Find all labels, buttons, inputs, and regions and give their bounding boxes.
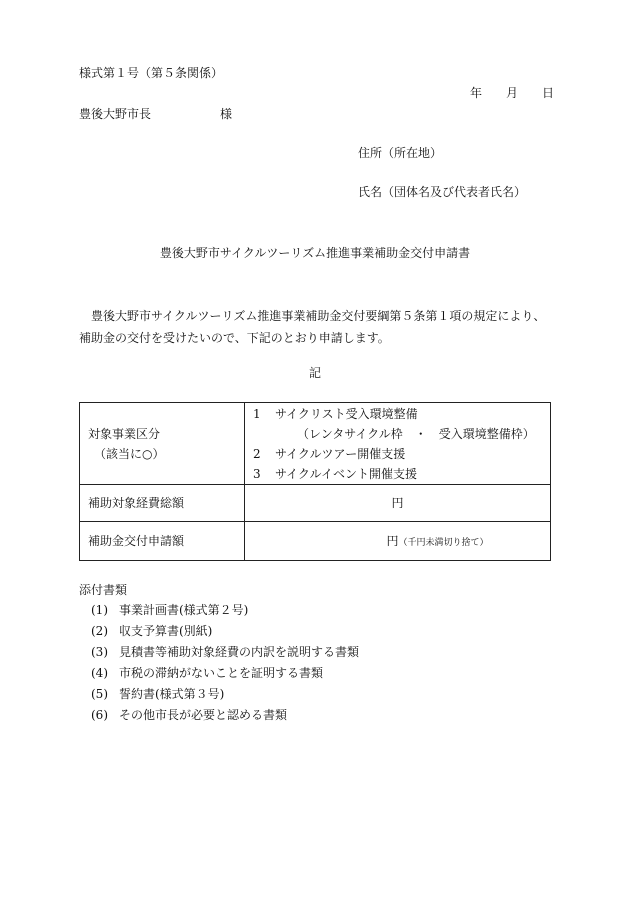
category-option-number: 2 [253,446,261,461]
date-month: 月 [506,86,519,100]
category-option-3[interactable] [245,464,550,484]
category-label: 対象事業区分 [88,426,161,441]
attachment-item [91,600,359,621]
attachment-text: 事業計画書(様式第２号) [119,603,249,617]
category-option-text: サイクルツアー開催支援 [275,446,406,461]
attachment-number: (1) [91,603,108,617]
category-option-2[interactable] [245,444,550,464]
attachment-item [91,621,359,642]
category-option-number: 1 [253,406,261,421]
date-year: 年 [470,86,483,100]
application-table [79,402,551,561]
attachment-item [91,663,359,684]
category-option-1-sub[interactable] [245,424,550,444]
addressee-honorific: 様 [220,107,233,121]
total-cost-field[interactable] [245,485,551,522]
attachments-heading: 添付書類 [79,583,128,597]
category-label-cell [80,403,245,485]
category-option-text: （レンタサイクル枠 ・ 受入環境整備枠） [297,426,535,441]
request-amount-unit: 円 [386,533,399,548]
applicant-name-label: 氏名（団体名及び代表者氏名） [358,185,527,199]
body-paragraph: 豊後大野市サイクルツーリズム推進事業補助金交付要綱第５条第１項の規定により、補助金の交付を受けたいので、下記のとおり申請します。 [79,309,546,345]
category-options-cell [245,403,551,485]
attachment-item [91,642,359,663]
date-day: 日 [542,86,555,100]
total-cost-row [80,485,551,522]
attachments-list [91,600,359,726]
attachment-item [91,684,359,705]
attachment-item [91,705,359,726]
attachment-text: その他市長が必要と認める書類 [119,708,288,722]
attachment-number: (4) [91,666,108,680]
attachment-number: (6) [91,708,108,722]
attachment-number: (2) [91,624,108,638]
form-number: 様式第１号（第５条関係） [79,66,224,80]
category-option-text: サイクルイベント開催支援 [275,466,417,481]
category-note: （該当に○） [94,446,165,461]
ki-heading: 記 [308,366,321,380]
total-cost-unit: 円 [391,496,404,510]
attachment-number: (5) [91,687,108,701]
attachment-text: 収支予算書(別紙) [119,624,213,638]
category-option-text: サイクリスト受入環境整備 [275,406,418,421]
attachment-text: 市税の滞納がないことを証明する書類 [119,666,324,680]
category-option-1[interactable] [245,404,550,424]
request-amount-note: （千円未満切り捨て） [398,537,489,548]
request-amount-row [80,522,551,561]
attachment-text: 誓約書(様式第３号) [119,687,225,701]
category-option-number: 3 [253,466,261,481]
request-amount-label: 補助金交付申請額 [80,522,245,561]
attachment-number: (3) [91,645,108,659]
attachment-text: 見積書等補助対象経費の内訳を説明する書類 [119,645,360,659]
document-title: 豊後大野市サイクルツーリズム推進事業補助金交付申請書 [159,246,471,260]
date-line [470,87,554,99]
total-cost-label: 補助対象経費総額 [80,485,245,522]
addressee-name: 豊後大野市長 [79,107,152,121]
applicant-address-label: 住所（所在地） [358,146,443,160]
category-row [80,403,551,485]
request-amount-field[interactable] [245,522,551,561]
